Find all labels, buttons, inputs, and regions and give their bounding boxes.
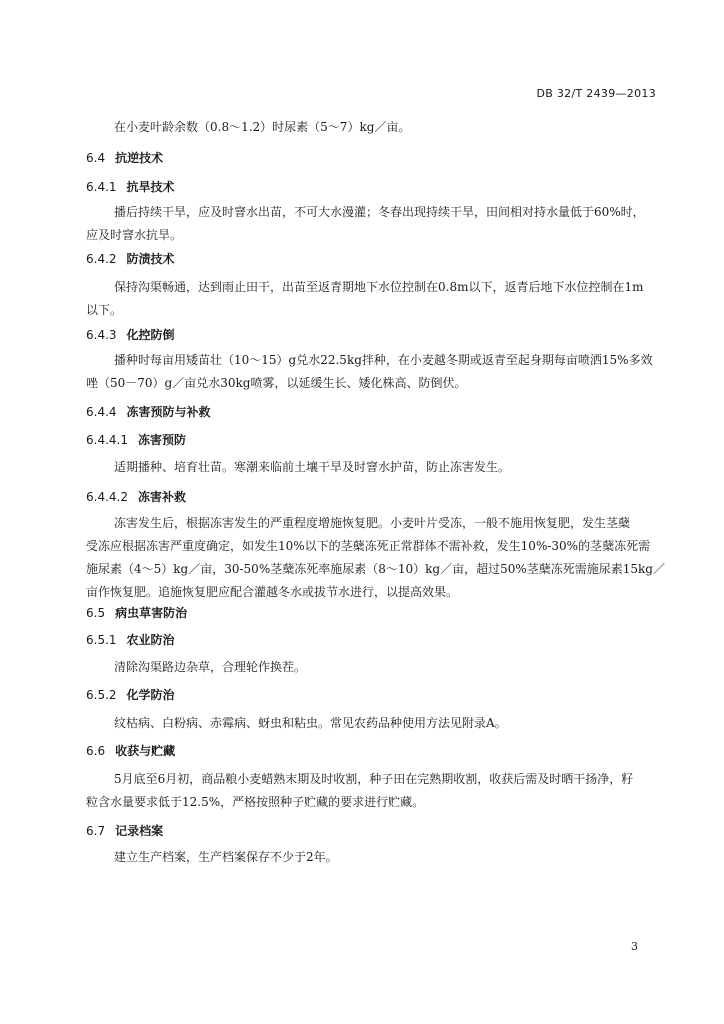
text-line: 在小麦叶龄余数（0.8～1.2）时尿素（5～7）kg／亩。 [114,120,411,134]
section-number: 6.7 [86,824,106,838]
subsection-heading [86,403,211,420]
section-title: 抗逆技术 [115,151,164,165]
document-code: DB 32/T 2439—2013 [536,87,656,100]
paragraph [86,846,656,869]
text-line: 唑（50－70）g／亩兑水30kg喷雾，以延缓生长、矮化株高、防倒伏。 [86,376,467,390]
section-title: 冻害补救 [137,490,186,504]
text-line: 播后持续干旱，应及时窨水出苗，不可大水漫灌；冬春出现持续干旱，田间相对持水量低于60%时， [114,205,645,219]
section-title: 抗旱技术 [126,180,175,194]
section-number: 6.5 [86,606,106,620]
section-title: 防渍技术 [126,252,175,266]
section-number: 6.4 [86,151,106,165]
text-line: 建立生产档案，生产档案保存不少于2年。 [114,850,338,864]
paragraph [86,768,656,814]
section-number: 6.6 [86,744,106,758]
section-title: 病虫草害防治 [115,606,188,620]
paragraph [86,201,656,247]
paragraph [86,116,656,139]
text-line: 受冻应根据冻害严重度确定，如发生10%以下的茎蘖冻死正常群体不需补救，发生10%-30%的茎蘖冻死需 [86,539,651,553]
section-number: 6.4.3 [86,328,117,342]
text-line: 粒含水量要求低于12.5%，严格按照种子贮藏的要求进行贮藏。 [86,795,425,809]
text-line: 5月底至6月初，商品粮小麦蜡熟末期及时收割，种子田在完熟期收割，收获后需及时晒干扬净，籽 [114,772,634,786]
text-line: 适期播种、培育壮苗。寒潮来临前土壤干旱及时窨水护苗，防止冻害发生。 [114,460,511,474]
text-line: 施尿素（4～5）kg／亩，30-50%茎蘖冻死率施尿素（8～10）kg／亩，超过50%茎蘖冻死需施尿素15kg／ [86,562,665,576]
paragraph [86,656,656,679]
section-title: 冻害预防与补救 [126,405,211,419]
text-line: 冻害发生后，根据冻害发生的严重程度增施恢复肥。小麦叶片受冻，一般不施用恢复肥，发生茎蘖 [114,516,631,530]
paragraph [86,712,656,735]
section-title: 冻害预防 [137,433,186,447]
section-title: 化学防治 [126,688,175,702]
section-title: 化控防倒 [126,328,175,342]
text-line: 应及时窨水抗旱。 [86,228,183,242]
section-number: 6.4.1 [86,180,117,194]
paragraph [86,276,656,322]
subsection-heading [86,178,175,195]
section-number: 6.5.1 [86,633,117,647]
section-heading [86,604,187,621]
text-line: 亩作恢复肥。追施恢复肥应配合灌越冬水或拔节水进行，以提高效果。 [86,585,459,599]
text-line: 纹枯病、白粉病、赤霉病、蚜虫和粘虫。常见农药品种使用方法见附录A。 [114,716,507,730]
paragraph [86,349,656,395]
subsection-heading [86,488,186,505]
section-number: 6.4.4 [86,405,117,419]
subsection-heading [86,326,175,343]
text-line: 清除沟渠路边杂草，合理轮作换茬。 [114,660,307,674]
section-number: 6.5.2 [86,688,117,702]
text-line: 保持沟渠畅通，达到雨止田干，出苗至返青期地下水位控制在0.8m以下，返青后地下水位控制在1m [114,280,644,294]
section-heading [86,149,163,166]
text-line: 播种时每亩用矮苗壮（10～15）g兑水22.5kg拌种，在小麦越冬期或返青至起身期每亩喷洒15%多效 [114,353,653,367]
page-number: 3 [631,940,638,953]
subsection-heading [86,686,175,703]
section-title: 收获与贮藏 [115,744,176,758]
subsection-heading [86,631,175,648]
section-heading [86,822,163,839]
paragraph [86,456,656,479]
section-number: 6.4.4.1 [86,433,128,447]
section-heading [86,742,175,759]
text-line: 以下。 [86,303,123,317]
section-title: 记录档案 [115,824,164,838]
subsection-heading [86,431,186,448]
subsection-heading [86,250,175,267]
paragraph [86,512,665,604]
section-number: 6.4.4.2 [86,490,128,504]
section-title: 农业防治 [126,633,175,647]
section-number: 6.4.2 [86,252,117,266]
